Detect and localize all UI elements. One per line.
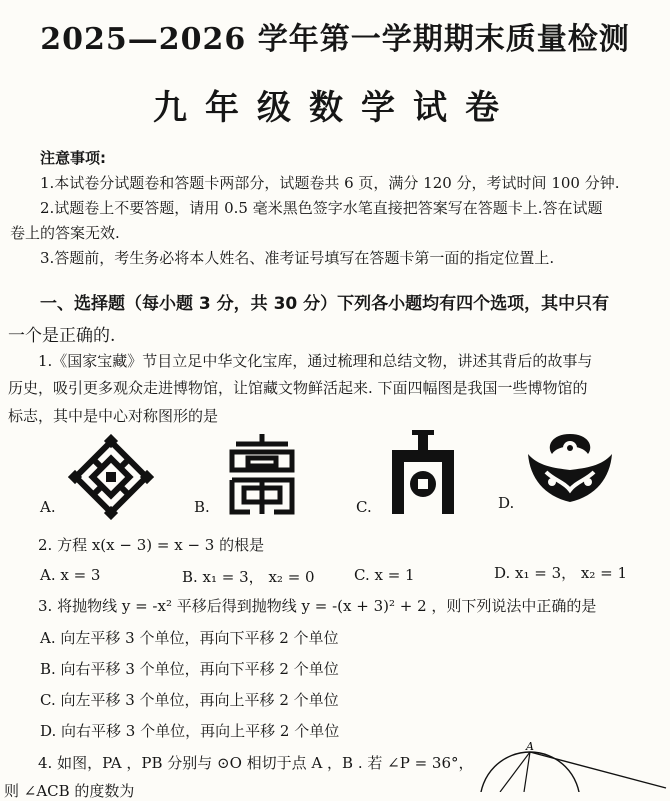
section-heading-cont: 一个是正确的. — [8, 326, 116, 346]
q1-option-c: C. — [356, 498, 372, 516]
q4-point-a-label: A — [526, 740, 534, 753]
exam-subtitle: 九年级数学试卷 — [153, 88, 517, 128]
q3-stem: 3. 将抛物线 y = -x² 平移后得到抛物线 y = -(x + 3)² + 2 ，则下列说法中正确的是 — [38, 597, 597, 615]
q4-line-2: 则 ∠ACB 的度数为 — [4, 782, 135, 800]
exam-title: 2025—2026 学年第一学期期末质量检测 — [40, 22, 630, 57]
q1-line-3: 标志，其中是中心对称图形的是 — [8, 407, 219, 425]
q3-option-c: C. 向左平移 3 个单位，再向上平移 2 个单位 — [40, 691, 339, 709]
q4-tangent-figure — [470, 740, 670, 792]
q1-option-b: B. — [194, 498, 210, 516]
q3-option-a: A. 向左平移 3 个单位，再向下平移 2 个单位 — [40, 629, 339, 647]
q2-option-c: C. x = 1 — [354, 566, 415, 584]
museum-logo-c — [380, 428, 466, 516]
section-heading: 一、选择题（每小题 3 分，共 30 分）下列各小题均有四个选项，其中只有 — [40, 294, 610, 314]
q2-option-d: D. x₁ = 3， x₂ = 1 — [494, 564, 628, 582]
q1-option-d: D. — [498, 494, 515, 512]
q1-option-a: A. — [40, 498, 56, 516]
museum-logo-b — [222, 430, 302, 518]
q3-option-d: D. 向右平移 3 个单位，再向上平移 2 个单位 — [40, 722, 340, 740]
museum-logo-a — [68, 434, 154, 520]
museum-logo-d — [524, 432, 616, 504]
q4-stem: 4. 如图，PA ，PB 分别与 ⊙O 相切于点 A ，B . 若 ∠P = 36°， — [38, 754, 474, 772]
note-2: 2.试题卷上不要答题，请用 0.5 毫米黑色签字水笔直接把答案写在答题卡上.答在试题 — [40, 199, 603, 217]
note-1: 1.本试卷分试题卷和答题卡两部分，试题卷共 6 页，满分 120 分，考试时间 100 分钟. — [40, 174, 620, 192]
note-3: 3.答题前，考生务必将本人姓名、准考证号填写在答题卡第一面的指定位置上. — [40, 249, 555, 267]
q1-line-1: 1.《国家宝藏》节目立足中华文化宝库，通过梳理和总结文物，讲述其背后的故事与 — [38, 352, 593, 370]
note-2-cont: 卷上的答案无效. — [10, 224, 120, 242]
q1-line-2: 历史，吸引更多观众走进博物馆，让馆藏文物鲜活起来. 下面四幅图是我国一些博物馆的 — [8, 379, 588, 397]
notes-heading: 注意事项: — [40, 149, 106, 167]
q2-option-a: A. x = 3 — [40, 566, 101, 584]
q2-stem: 2. 方程 x(x − 3) = x − 3 的根是 — [38, 536, 265, 554]
q3-option-b: B. 向右平移 3 个单位，再向下平移 2 个单位 — [40, 660, 339, 678]
q2-option-b: B. x₁ = 3， x₂ = 0 — [182, 568, 315, 586]
